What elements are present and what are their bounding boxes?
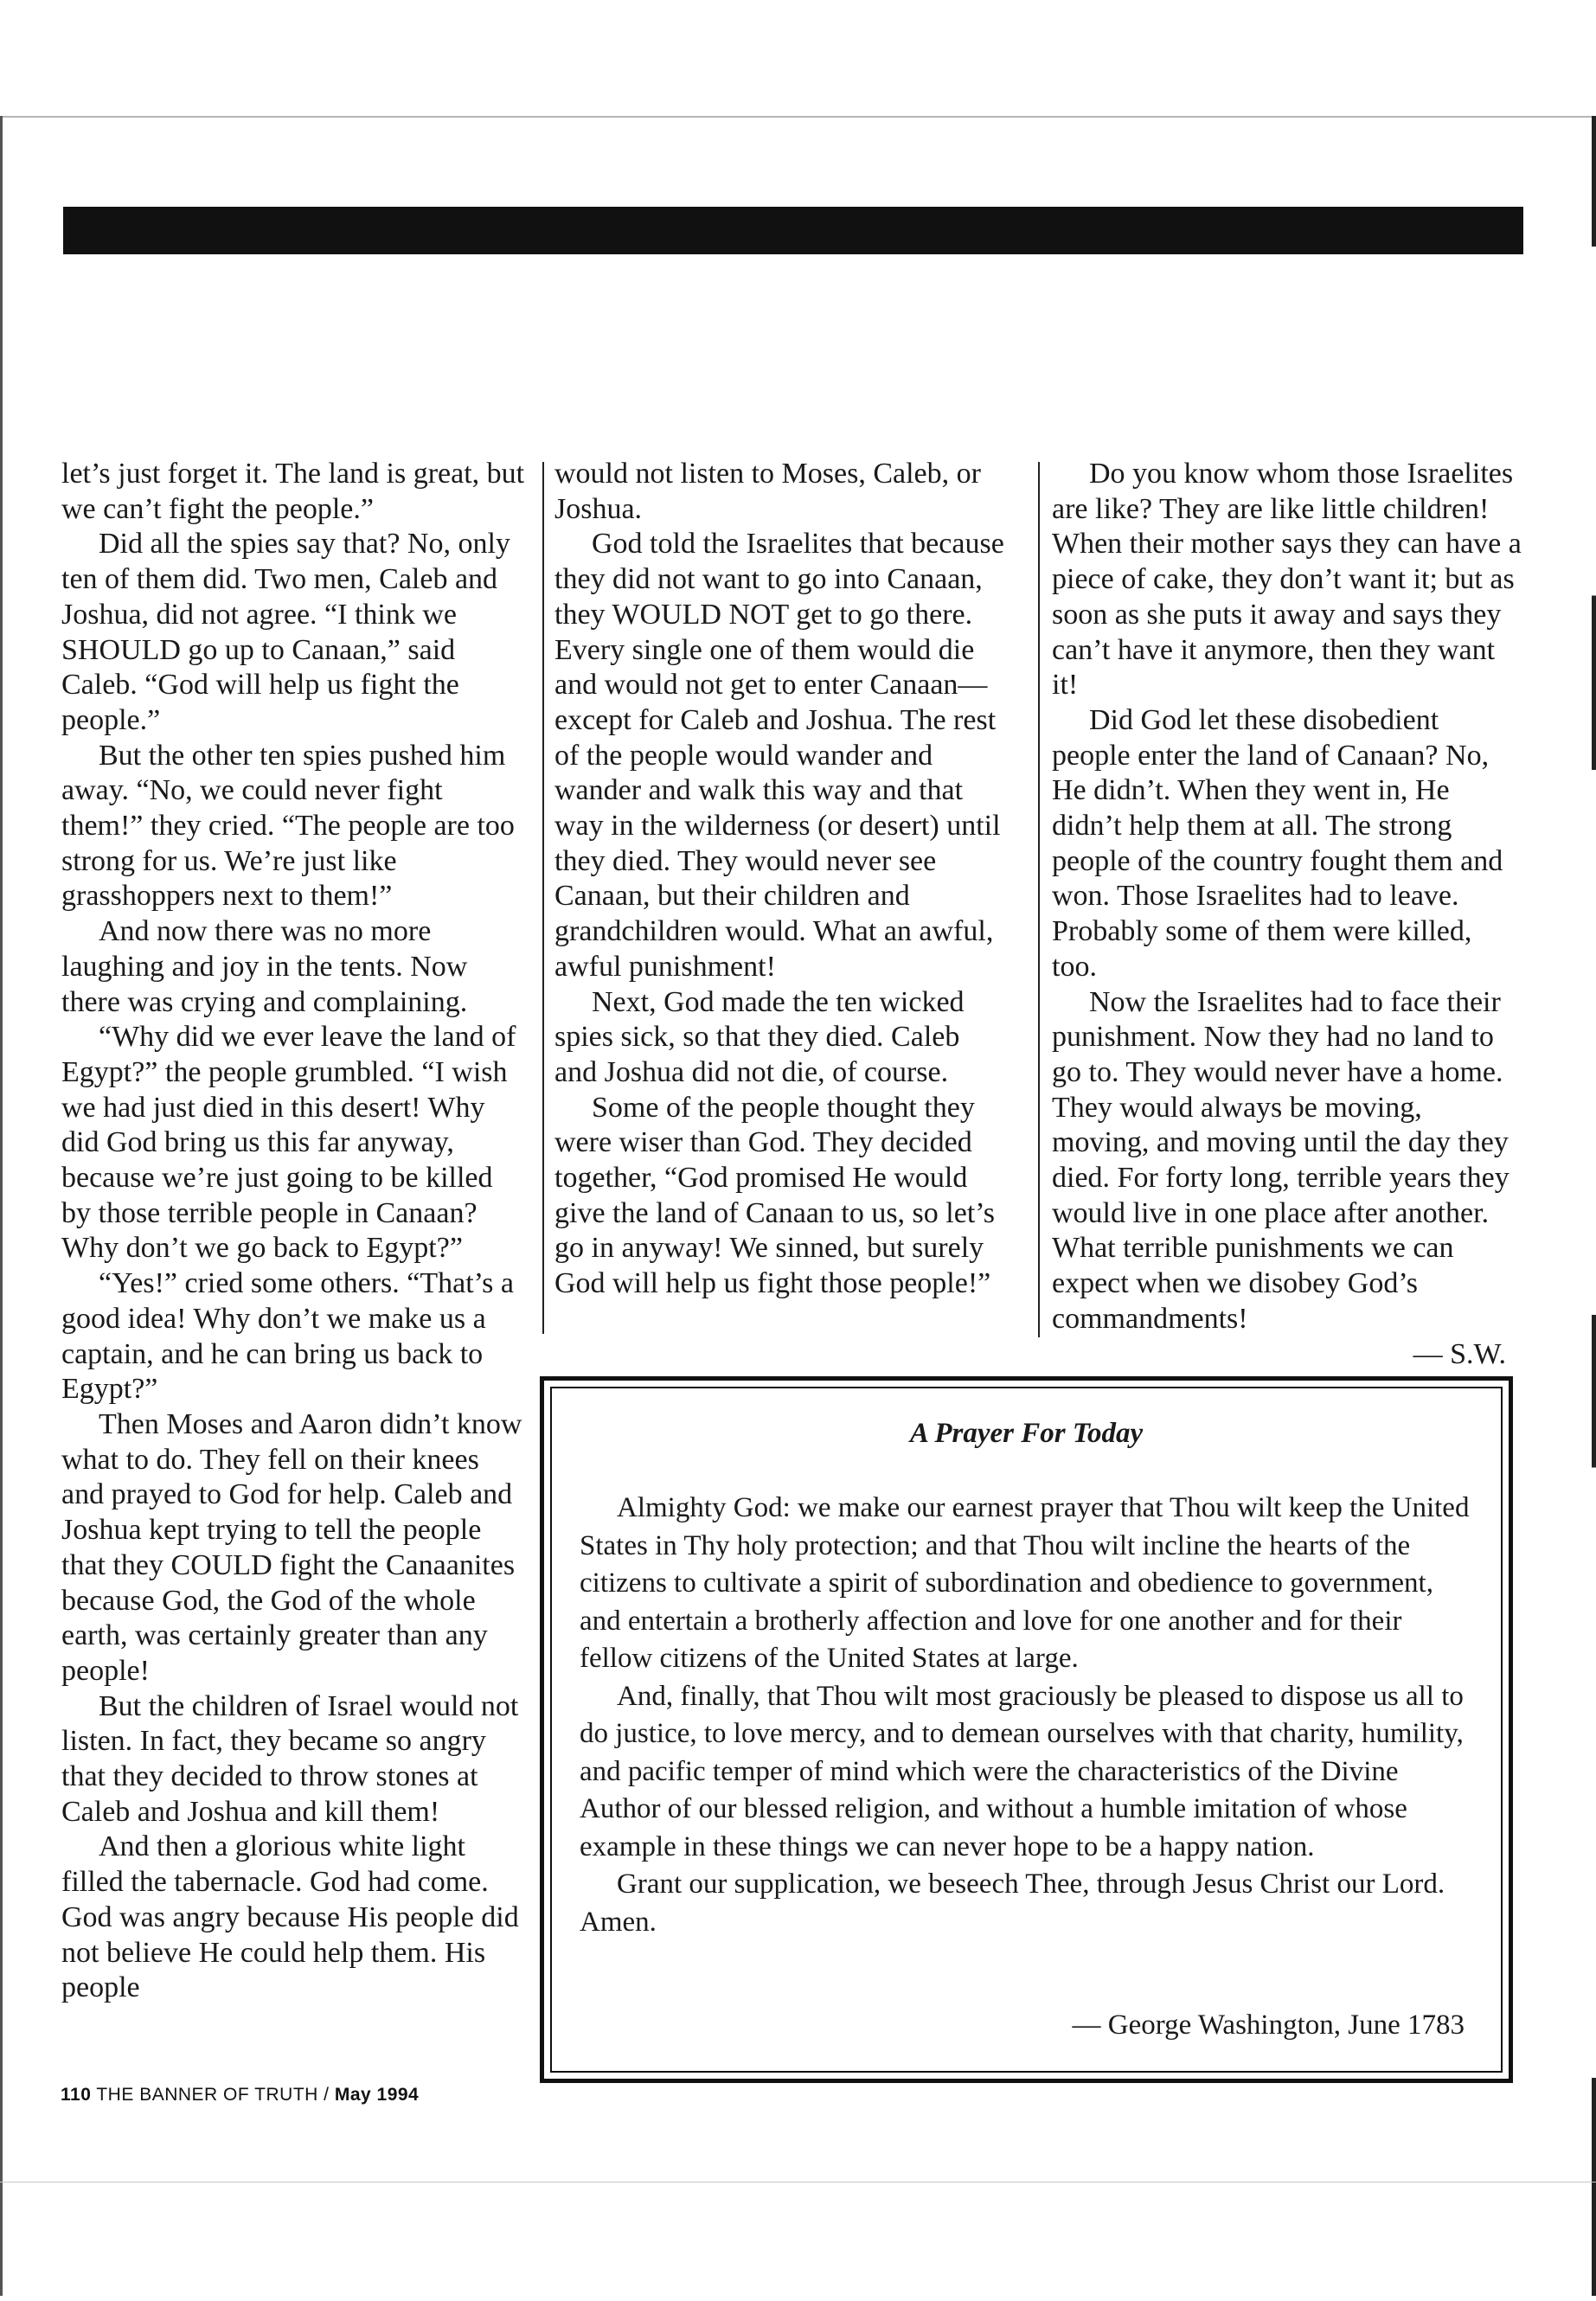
paragraph: “Why did we ever leave the land of Egypt?” the people grumbled. “I wish we had just died in this desert! Why did God bring us this far anyway, because we’re just going to be killed by those terrible people in Canaan? Why don’t we go back to Egypt?”	[61, 1021, 516, 1265]
paragraph: Do you know whom those Israelites are like? They are like little children! When their mother says they can have a piece of cake, they don’t want it; but as soon as she puts it away and says they can’t have it anymore, then they want it!	[1052, 458, 1522, 702]
page-number: 110	[61, 2085, 92, 2105]
page-footer	[61, 2085, 419, 2106]
prayer-paragraph: Grant our supplication, we beseech Thee, through Jesus Christ our Lord. Amen.	[580, 1868, 1445, 1938]
paragraph: Now the Israelites had to face their punishment. Now they had no land to go to. They would never have a home. They would always be moving, moving, and moving until the day they died. For forty long, terrible years they would live in one place after another. What terrible punishments we can expect when we disobey God’s commandments!	[1052, 985, 1509, 1335]
paragraph: let’s just forget it. The land is great, but we can’t fight the people.”	[61, 458, 525, 525]
paragraph: And now there was no more laughing and joy in the tents. Now there was crying and complaining.	[61, 915, 468, 1018]
article-column-1	[61, 457, 529, 2006]
paragraph: Then Moses and Aaron didn’t know what to do. They fell on their knees and prayed to God for help. Caleb and Joshua kept trying to tell the people that they COULD fight the Canaanites because God, the God of the whole earth, was certainly greater than any people!	[61, 1407, 522, 1687]
prayer-paragraph: And, finally, that Thou wilt most graciously be pleased to dispose us all to do justice, to love mercy, and to demean ourselves with that charity, humility, and pacific temper of mind which were the characteristics of the Divine Author of our blessed religion, and without a humble imitation of whose example in these things we can never hope to be a happy nation.	[580, 1680, 1464, 1862]
author-signature: — S.W.	[1413, 1337, 1506, 1370]
article-column-3	[1052, 457, 1523, 1372]
page-left-edge	[0, 116, 3, 2296]
column-divider	[1038, 462, 1040, 1337]
paragraph: Did God let these disobedient people enter the land of Canaan? No, He didn’t. When they went in, He didn’t help them at all. The strong people of the country fought them and won. Those Israelites had to leave. Probably some of them were killed, too.	[1052, 703, 1503, 983]
paragraph: “Yes!” cried some others. “That’s a good idea! Why don’t we make us a captain, and he can bring us back to Egypt?”	[61, 1267, 514, 1406]
paragraph: Did all the spies say that? No, only ten of them did. Two men, Caleb and Joshua, did not agree. “I think we SHOULD go up to Canaan,” said Caleb. “God will help us fight the people.”	[61, 528, 510, 736]
paragraph: But the children of Israel would not listen. In fact, they became so angry that they decided to throw stones at Caleb and Joshua and kill them!	[61, 1689, 519, 1828]
paragraph: Some of the people thought they were wiser than God. They decided together, “God promised He would give the land of Canaan to us, so let’s go in anyway! We sinned, but surely God will help us fight those people!”	[554, 1091, 995, 1300]
paragraph: God told the Israelites that because they did not want to go into Canaan, they WOULD NOT get to go there. Every single one of them would die and would not get to enter Canaan—except for Caleb and Joshua. The rest of the people would wander and wander and walk this way and that way in the wilderness (or desert) until they died. They would never see Canaan, but their children and grandchildren would. What an awful, awful punishment!	[554, 528, 1004, 983]
paragraph: And then a glorious white light filled the tabernacle. God had come. God was angry because His people did not believe He could help them. His people	[61, 1830, 519, 2004]
paragraph: would not listen to Moses, Caleb, or Joshua.	[554, 458, 981, 525]
page-right-edge	[1592, 116, 1596, 2296]
prayer-paragraph: Almighty God: we make our earnest prayer that Thou wilt keep the United States in Thy holy protection; and that Thou wilt incline the hearts of the citizens to cultivate a spirit of subordination and obedience to government, and entertain a brotherly affection and love for one another and for their fellow citizens of the United States at large.	[580, 1492, 1470, 1674]
header-black-bar	[63, 207, 1523, 254]
prayer-title: A Prayer For Today	[909, 1418, 1144, 1449]
article-column-2	[554, 457, 1004, 1302]
prayer-signature: — George Washington, June 1783	[1072, 2009, 1465, 2041]
column-divider	[542, 462, 544, 1334]
prayer-box-inner-border	[550, 1387, 1503, 2073]
issue-date: May 1994	[334, 2085, 420, 2105]
publication-name: THE BANNER OF TRUTH /	[96, 2085, 330, 2105]
prayer-box	[540, 1376, 1513, 2083]
page-top-edge	[0, 116, 1596, 118]
prayer-text	[580, 1490, 1475, 1941]
paragraph: Next, God made the ten wicked spies sick, so that they died. Caleb and Joshua did not die, of course.	[554, 985, 965, 1088]
paragraph: But the other ten spies pushed him away. “No, we could never fight them!” they cried. “The people are too strong for us. We’re just like grasshoppers next to them!”	[61, 739, 515, 913]
